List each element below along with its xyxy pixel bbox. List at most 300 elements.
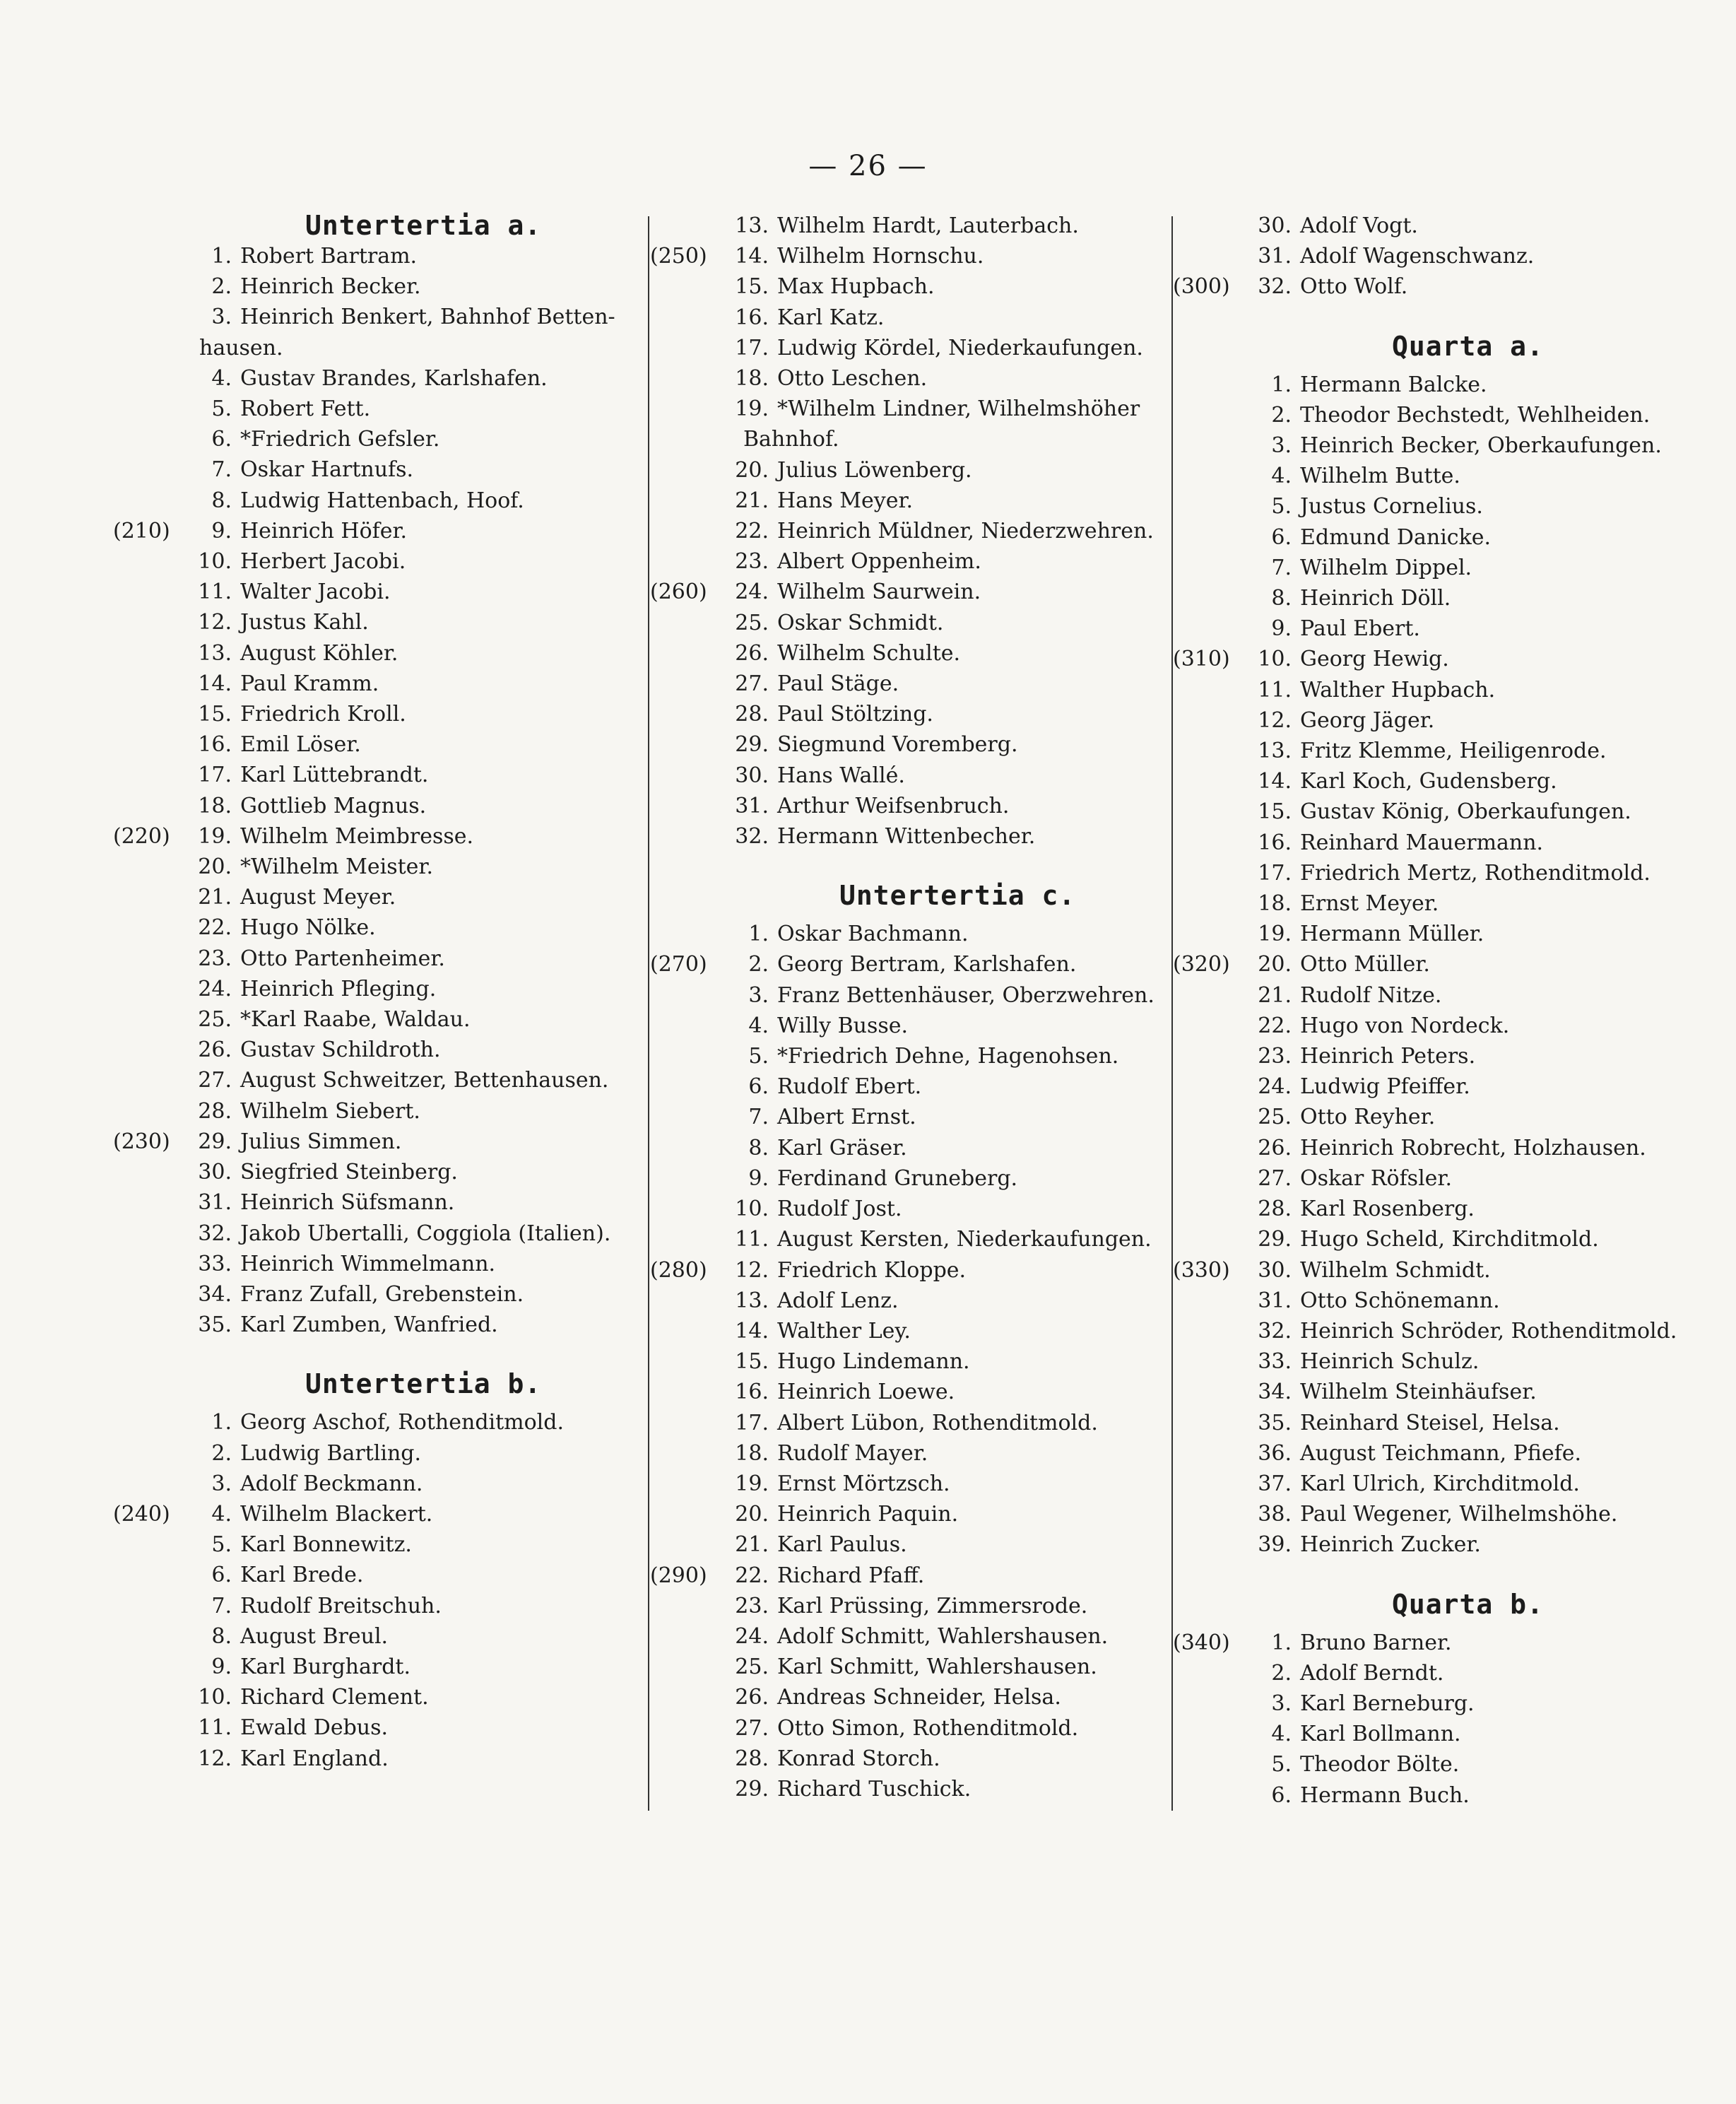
entry-number: 10.	[198, 1685, 232, 1710]
list-item	[1173, 766, 1710, 797]
section-heading: Quarta a.	[1392, 330, 1544, 362]
list-item	[1173, 1041, 1710, 1071]
tally-marker	[650, 516, 728, 546]
entry-number: 35.	[198, 1312, 232, 1338]
entry-number: 4.	[1271, 464, 1292, 489]
entry-number: 30.	[735, 763, 769, 788]
list-item	[1173, 675, 1710, 705]
entry-text: Hans Meyer.	[777, 488, 914, 513]
entry-text: August Teichmann, Pfiefe.	[1300, 1440, 1582, 1466]
list-item	[113, 1004, 639, 1035]
entry-number: 14.	[198, 671, 232, 696]
list-item	[650, 1469, 1173, 1499]
list-item	[650, 211, 1173, 241]
list-item	[113, 791, 639, 821]
tally-marker: (340)	[1173, 1630, 1230, 1655]
entry-number: 25.	[198, 1007, 232, 1033]
list-item	[1173, 1071, 1710, 1102]
entry-text: Karl Prüssing, Zimmersrode.	[777, 1593, 1088, 1618]
entry-number: 9.	[211, 518, 232, 543]
entry-number: 23.	[735, 549, 769, 575]
entry-text: Heinrich Süfsmann.	[240, 1190, 455, 1216]
entry-number: 20.	[198, 854, 232, 880]
tally-marker	[650, 1102, 728, 1132]
tally-marker	[650, 1286, 728, 1316]
tally-marker	[650, 1744, 728, 1774]
tally-marker	[1173, 1719, 1251, 1749]
tally-marker	[650, 1194, 728, 1224]
entry-number: 19.	[1258, 922, 1292, 947]
entry-number: 31.	[735, 793, 769, 818]
list-item	[1173, 1688, 1710, 1719]
list-item	[650, 1011, 1173, 1041]
tally-marker	[113, 791, 191, 821]
list-item	[650, 1102, 1173, 1132]
tally-marker	[1173, 1346, 1251, 1377]
tally-marker	[650, 1713, 728, 1744]
tally-marker	[1173, 858, 1251, 888]
tally-marker	[650, 1469, 728, 1499]
list-item	[650, 1621, 1173, 1652]
entry-text: Willy Busse.	[777, 1013, 909, 1038]
list-item	[1173, 1529, 1710, 1560]
list-item	[650, 791, 1173, 821]
entry-number: 12.	[198, 1746, 232, 1771]
entry-number: 10.	[198, 549, 232, 575]
entry-text: Ewald Debus.	[240, 1715, 389, 1741]
list-item	[650, 608, 1173, 638]
tally-marker: (240)	[113, 1501, 170, 1527]
entry-text: Wilhelm Schulte.	[777, 640, 961, 666]
entry-number: 3.	[1271, 433, 1292, 459]
list-item	[113, 394, 639, 424]
tally-marker	[650, 271, 728, 302]
tally-marker	[650, 486, 728, 516]
entry-number: 7.	[211, 457, 232, 483]
tally-marker	[1173, 1163, 1251, 1194]
tally-marker	[113, 1157, 191, 1187]
entry-number: 11.	[198, 580, 232, 605]
entry-text: Georg Aschof, Rothenditmold.	[240, 1410, 565, 1435]
entry-number: 7.	[748, 1105, 769, 1130]
entry-text: Karl Koch, Gudensberg.	[1300, 769, 1557, 794]
list-item	[113, 1438, 639, 1469]
entry-text: *Friedrich Gefsler.	[240, 427, 440, 452]
entry-number: 26.	[1258, 1135, 1292, 1160]
tally-marker	[113, 271, 191, 302]
tally-marker	[113, 882, 191, 912]
entry-text: Heinrich Peters.	[1300, 1044, 1476, 1069]
entry-text: Emil Löser.	[240, 732, 361, 758]
entry-number: 6.	[1271, 1782, 1292, 1808]
entry-number: 6.	[1271, 524, 1292, 550]
tally-marker	[1173, 888, 1251, 919]
entry-text: Paul Kramm.	[240, 671, 379, 696]
tally-marker	[650, 638, 728, 669]
entry-number: 9.	[211, 1654, 232, 1679]
tally-marker	[650, 1133, 728, 1163]
list-item	[1173, 370, 1710, 400]
entry-number: 24.	[1258, 1074, 1292, 1100]
tally-marker	[1173, 613, 1251, 644]
list-item	[1173, 919, 1710, 949]
entry-number: 27.	[1258, 1165, 1292, 1191]
entry-text: Heinrich Loewe.	[777, 1380, 955, 1405]
entry-number: 16.	[735, 1380, 769, 1405]
tally-marker	[650, 302, 728, 333]
entry-number: 12.	[1258, 707, 1292, 733]
list-item	[1173, 1780, 1710, 1811]
list-item	[650, 394, 1173, 424]
list-item	[1173, 1749, 1710, 1780]
list-item	[650, 1041, 1173, 1071]
list-item	[1173, 553, 1710, 583]
list-item	[650, 455, 1173, 486]
entry-text: Gottlieb Magnus.	[240, 793, 427, 818]
tally-marker	[650, 1011, 728, 1041]
list-item	[113, 1407, 639, 1438]
list-item	[650, 486, 1173, 516]
entry-text: Heinrich Wimmelmann.	[240, 1251, 496, 1276]
list-item	[650, 980, 1173, 1011]
entry-text: *Wilhelm Meister.	[240, 854, 434, 880]
list-item	[113, 852, 639, 882]
tally-marker	[650, 1071, 728, 1102]
tally-marker	[650, 669, 728, 699]
entry-number: 30.	[1258, 1257, 1292, 1283]
entry-text: Arthur Weifsenbruch.	[777, 793, 1010, 818]
entry-text: Max Hupbach.	[777, 274, 935, 300]
tally-marker	[1173, 797, 1251, 827]
column-divider	[648, 216, 649, 1811]
list-item	[113, 1035, 639, 1065]
list-item	[113, 821, 639, 852]
list-item	[1173, 1438, 1710, 1469]
list-item	[113, 912, 639, 943]
tally-marker	[650, 1499, 728, 1529]
entry-number: 14.	[1258, 769, 1292, 794]
entry-number: 34.	[1258, 1380, 1292, 1405]
list-item	[650, 669, 1173, 699]
tally-marker: (260)	[650, 580, 707, 605]
tally-marker	[113, 638, 191, 669]
tally-marker	[650, 1041, 728, 1071]
entry-text: Theodor Bechstedt, Wehlheiden.	[1300, 402, 1651, 428]
column-3	[1173, 211, 1710, 1811]
entry-text: Ludwig Hattenbach, Hoof.	[240, 488, 524, 513]
list-item	[650, 271, 1173, 302]
entry-continuation: hausen.	[199, 335, 283, 360]
tally-marker	[113, 1004, 191, 1035]
list-item	[650, 1408, 1173, 1438]
list-item	[650, 1529, 1173, 1560]
entry-number: 3.	[1271, 1691, 1292, 1716]
entry-number: 1.	[211, 244, 232, 269]
entry-text: Wilhelm Dippel.	[1300, 555, 1472, 580]
entry-number: 4.	[211, 365, 232, 391]
entry-text: Heinrich Schulz.	[1300, 1349, 1480, 1375]
tally-marker	[650, 211, 728, 241]
entry-text: Hermann Wittenbecher.	[777, 824, 1036, 850]
entry-text: Albert Ernst.	[777, 1105, 916, 1130]
entry-number: 39.	[1258, 1532, 1292, 1558]
entry-text: Heinrich Robrecht, Holzhausen.	[1300, 1135, 1646, 1160]
list-item	[1173, 522, 1710, 553]
entry-number: 3.	[748, 982, 769, 1008]
list-item	[113, 1682, 639, 1712]
entry-text: Justus Kahl.	[240, 610, 369, 635]
tally-marker: (310)	[1173, 647, 1230, 672]
tally-marker	[113, 1744, 191, 1774]
entry-text: Ludwig Kördel, Niederkaufungen.	[777, 335, 1143, 360]
list-item	[1173, 1628, 1710, 1658]
entry-number: 27.	[735, 1715, 769, 1741]
tally-marker	[113, 577, 191, 607]
entry-number: 3.	[211, 1471, 232, 1496]
entry-number: 30.	[1258, 213, 1292, 238]
list-item	[113, 1187, 639, 1218]
entry-text: Karl Bonnewitz.	[240, 1532, 412, 1558]
list-item	[1173, 583, 1710, 613]
entry-text: August Schweitzer, Bettenhausen.	[240, 1068, 609, 1093]
list-item	[113, 760, 639, 790]
tally-marker	[113, 424, 191, 454]
entry-text: Karl Rosenberg.	[1300, 1197, 1475, 1222]
entry-number: 2.	[1271, 402, 1292, 428]
entry-text: Adolf Berndt.	[1300, 1660, 1444, 1686]
list-item	[1173, 400, 1710, 430]
entry-text: Karl Burghardt.	[240, 1654, 411, 1679]
list-item	[113, 1127, 639, 1157]
list-item	[1173, 1346, 1710, 1377]
tally-marker	[650, 363, 728, 394]
entry-text: Gustav Schildroth.	[240, 1038, 441, 1063]
entry-text: Karl Berneburg.	[1300, 1691, 1475, 1716]
tally-marker	[113, 974, 191, 1004]
entry-text: Oskar Hartnufs.	[240, 457, 414, 483]
list-item	[1173, 1499, 1710, 1529]
entry-text: Ernst Mörtzsch.	[777, 1471, 950, 1496]
list-item	[1173, 241, 1710, 271]
entry-text: Karl Katz.	[777, 305, 885, 330]
list-item	[1173, 430, 1710, 461]
entry-number: 29.	[1258, 1227, 1292, 1252]
entry-number: 26.	[198, 1038, 232, 1063]
tally-marker	[1173, 1749, 1251, 1780]
list-item	[650, 1346, 1173, 1377]
list-item	[1173, 613, 1710, 644]
tally-marker	[113, 852, 191, 882]
list-item	[1173, 797, 1710, 827]
entry-number: 8.	[211, 1623, 232, 1649]
entry-number: 32.	[735, 824, 769, 850]
entry-number: 21.	[1258, 982, 1292, 1008]
tally-marker	[113, 912, 191, 943]
entry-text: Karl Lüttebrandt.	[240, 763, 429, 788]
list-item	[113, 1310, 639, 1340]
list-item	[113, 1469, 639, 1499]
entry-text: Walther Hupbach.	[1300, 677, 1496, 703]
entry-text: Georg Bertram, Karlshafen.	[777, 952, 1077, 977]
list-item	[113, 669, 639, 699]
tally-marker: (330)	[1173, 1257, 1230, 1283]
list-item	[1173, 736, 1710, 766]
list-item	[650, 1224, 1173, 1254]
entry-text: Heinrich Schröder, Rothenditmold.	[1300, 1318, 1677, 1344]
tally-marker	[1173, 1224, 1251, 1254]
list-item	[1173, 461, 1710, 491]
entry-number: 15.	[1258, 799, 1292, 825]
entry-text: Hermann Balcke.	[1300, 372, 1487, 397]
tally-marker	[1173, 1529, 1251, 1560]
entry-text: Adolf Wagenschwanz.	[1300, 244, 1535, 269]
entry-number: 32.	[1258, 274, 1292, 300]
entry-text: Walter Jacobi.	[240, 580, 391, 605]
list-item	[113, 1652, 639, 1682]
entry-text: Jakob Ubertalli, Coggiola (Italien).	[240, 1221, 611, 1246]
list-item	[650, 1438, 1173, 1469]
entry-number: 21.	[735, 1532, 769, 1558]
entry-number: 18.	[1258, 891, 1292, 917]
entry-text: Adolf Lenz.	[777, 1288, 899, 1313]
entry-number: 32.	[1258, 1318, 1292, 1344]
tally-marker	[650, 1591, 728, 1621]
tally-marker	[1173, 1688, 1251, 1719]
entry-text: Heinrich Döll.	[1300, 586, 1451, 611]
tally-marker	[650, 1408, 728, 1438]
entry-text: Adolf Vogt.	[1300, 213, 1418, 238]
entry-text: Hugo Scheld, Kirchditmold.	[1300, 1227, 1599, 1252]
entry-number: 38.	[1258, 1502, 1292, 1527]
tally-marker: (210)	[113, 518, 170, 543]
tally-marker	[113, 454, 191, 485]
entry-number: 21.	[198, 885, 232, 910]
list-item	[650, 729, 1173, 760]
tally-marker	[1173, 1780, 1251, 1811]
section-heading: Untertertia c.	[839, 880, 1076, 912]
tally-marker	[1173, 461, 1251, 491]
entry-text: Oskar Bachmann.	[777, 922, 969, 947]
entry-number: 1.	[1271, 1630, 1292, 1655]
entry-number: 2.	[1271, 1660, 1292, 1686]
list-item	[113, 1249, 639, 1279]
list-item	[1173, 1469, 1710, 1499]
tally-marker	[1173, 1102, 1251, 1132]
entry-number: 32.	[198, 1221, 232, 1246]
entry-number: 28.	[198, 1098, 232, 1124]
entry-number: 19.	[198, 823, 232, 849]
entry-text: *Karl Raabe, Waldau.	[240, 1007, 471, 1033]
tally-marker	[113, 302, 191, 332]
entry-text: Hermann Müller.	[1300, 922, 1484, 947]
section-heading: Untertertia b.	[305, 1368, 542, 1400]
entry-text: Wilhelm Schmidt.	[1300, 1257, 1491, 1283]
list-item	[1173, 888, 1710, 919]
tally-marker	[113, 1310, 191, 1340]
entry-text: Ernst Meyer.	[1300, 891, 1439, 917]
list-item	[1173, 1163, 1710, 1194]
list-item	[650, 577, 1173, 607]
tally-marker	[650, 760, 728, 791]
entry-number: 5.	[1271, 494, 1292, 519]
tally-marker	[1173, 1316, 1251, 1346]
entry-number: 23.	[1258, 1044, 1292, 1069]
entry-text: Franz Bettenhäuser, Oberzwehren.	[777, 982, 1155, 1008]
tally-marker	[1173, 1408, 1251, 1438]
tally-marker	[1173, 1133, 1251, 1163]
entry-text: Herbert Jacobi.	[240, 549, 406, 575]
entry-number: 4.	[748, 1013, 769, 1038]
entry-text: Otto Simon, Rothenditmold.	[777, 1715, 1079, 1741]
entry-text: Otto Reyher.	[1300, 1105, 1436, 1130]
entry-number: 16.	[1258, 830, 1292, 855]
entry-text: Heinrich Höfer.	[240, 518, 408, 543]
entry-text: Hermann Buch.	[1300, 1782, 1470, 1808]
entry-text: Hugo Nölke.	[240, 915, 376, 941]
entry-text: Karl Schmitt, Wahlershausen.	[777, 1655, 1097, 1680]
tally-marker	[1173, 1499, 1251, 1529]
list-item	[113, 1712, 639, 1743]
tally-marker	[650, 1438, 728, 1469]
entry-number: 2.	[748, 952, 769, 977]
tally-marker	[650, 1682, 728, 1712]
entry-text: Paul Wegener, Wilhelmshöhe.	[1300, 1502, 1618, 1527]
entry-text: August Meyer.	[240, 885, 396, 910]
entry-number: 7.	[211, 1593, 232, 1618]
entry-number: 20.	[735, 1502, 769, 1527]
entry-text: Reinhard Steisel, Helsa.	[1300, 1410, 1560, 1435]
tally-marker	[1173, 553, 1251, 583]
entry-text: Otto Müller.	[1300, 952, 1430, 977]
tally-marker	[113, 1621, 191, 1652]
tally-marker	[1173, 736, 1251, 766]
entry-number: 13.	[1258, 739, 1292, 764]
tally-marker	[113, 241, 191, 271]
list-item-continuation	[650, 424, 1173, 454]
entry-text: Fritz Klemme, Heiligenrode.	[1300, 739, 1607, 764]
tally-marker	[650, 1316, 728, 1346]
list-item	[650, 1561, 1173, 1591]
entry-number: 24.	[735, 1623, 769, 1649]
entry-number: 23.	[735, 1593, 769, 1618]
list-item	[650, 1163, 1173, 1194]
tally-marker	[113, 1712, 191, 1743]
tally-marker	[1173, 766, 1251, 797]
entry-number: 15.	[198, 702, 232, 727]
tally-marker	[650, 791, 728, 821]
entry-text: Richard Clement.	[240, 1685, 429, 1710]
column-2	[650, 211, 1173, 1804]
entry-number: 18.	[735, 366, 769, 392]
entry-text: Julius Löwenberg.	[777, 457, 972, 483]
tally-marker	[650, 1621, 728, 1652]
entry-text: Julius Simmen.	[240, 1129, 402, 1154]
list-item	[650, 638, 1173, 669]
entry-text: Wilhelm Hardt, Lauterbach.	[777, 213, 1079, 238]
entry-text: Karl England.	[240, 1746, 389, 1771]
entry-text: *Wilhelm Lindner, Wilhelmshöher	[777, 396, 1140, 422]
entry-number: 22.	[1258, 1013, 1292, 1038]
entry-text: Karl Brede.	[240, 1563, 364, 1588]
entry-text: Walther Ley.	[777, 1318, 911, 1344]
list-item	[113, 1096, 639, 1127]
entry-number: 23.	[198, 946, 232, 971]
entry-text: Gustav König, Oberkaufungen.	[1300, 799, 1631, 825]
tally-marker	[113, 1560, 191, 1590]
list-item	[1173, 1316, 1710, 1346]
entry-number: 15.	[735, 1349, 769, 1375]
entry-number: 18.	[198, 793, 232, 818]
